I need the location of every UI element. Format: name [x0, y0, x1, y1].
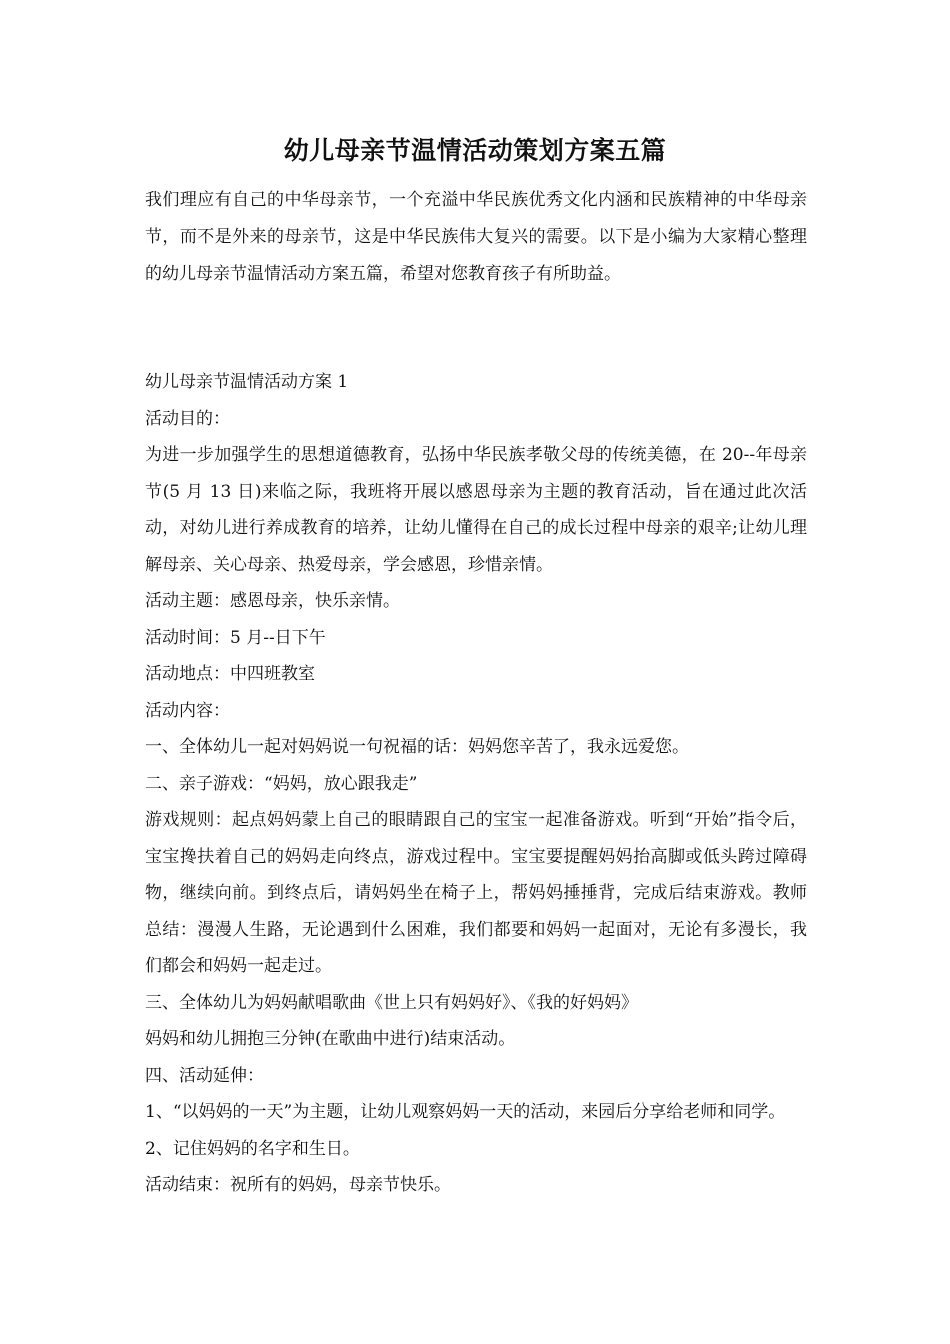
purpose-paragraph: 为进一步加强学生的思想道德教育，弘扬中华民族孝敬父母的传统美德，在 20--年母亲节(5 月 13 日)来临之际，我班将开展以感恩母亲为主题的教育活动，旨在通过此次活动，对幼儿进行养成教育的培养，让幼儿懂得在自己的成长过程中母亲的艰辛;让幼儿理解母亲、关心母亲、热爱母亲，学会感恩，珍惜亲情。: [145, 445, 807, 575]
section-heading: 幼儿母亲节温情活动方案 1: [145, 372, 349, 392]
content-label: 活动内容：: [145, 700, 230, 721]
document-title: 幼儿母亲节温情活动策划方案五篇: [283, 136, 667, 165]
purpose-label: 活动目的：: [145, 408, 230, 429]
content-item-3: 三、全体幼儿为妈妈献唱歌曲《世上只有妈妈好》、《我的好妈妈》: [145, 992, 638, 1013]
hug-line: 妈妈和幼儿拥抱三分钟(在歌曲中进行)结束活动。: [145, 1029, 516, 1049]
game-rules-paragraph: 游戏规则：起点妈妈蒙上自己的眼睛跟自己的宝宝一起准备游戏。听到“开始”指令后，宝宝搀扶着自己的妈妈走向终点，游戏过程中。宝宝要提醒妈妈抬高脚或低头跨过障碍物，继续向前。到终点后，请妈妈坐在椅子上，帮妈妈捶捶背，完成后结束游戏。教师总结：漫漫人生路，无论遇到什么困难，我们都要和妈妈一起面对，无论有多漫长，我们都会和妈妈一起走过。: [145, 810, 807, 976]
document-body: [145, 364, 807, 1204]
extension-item-1: 1、“以妈妈的一天”为主题，让幼儿观察妈妈一天的活动，来园后分享给老师和同学。: [145, 1102, 786, 1122]
place-line: 活动地点：中四班教室: [145, 664, 315, 684]
content-item-4: 四、活动延伸：: [145, 1065, 264, 1086]
extension-item-2: 2、记住妈妈的名字和生日。: [145, 1138, 360, 1159]
ending-line: 活动结束：祝所有的妈妈，母亲节快乐。: [145, 1175, 451, 1195]
content-item-1: 一、全体幼儿一起对妈妈说一句祝福的话：妈妈您辛苦了，我永远爱您。: [145, 737, 689, 757]
content-item-2: 二、亲子游戏：“妈妈，放心跟我走”: [145, 773, 418, 794]
intro-paragraph: 我们理应有自己的中华母亲节，一个充溢中华民族优秀文化内涵和民族精神的中华母亲节，而不是外来的母亲节，这是中华民族伟大复兴的需要。以下是小编为大家精心整理的幼儿母亲节温情活动方案五篇，希望对您教育孩子有所助益。: [145, 190, 807, 284]
time-line: 活动时间：5 月--日下午: [145, 627, 326, 648]
theme-line: 活动主题：感恩母亲，快乐亲情。: [145, 591, 400, 611]
